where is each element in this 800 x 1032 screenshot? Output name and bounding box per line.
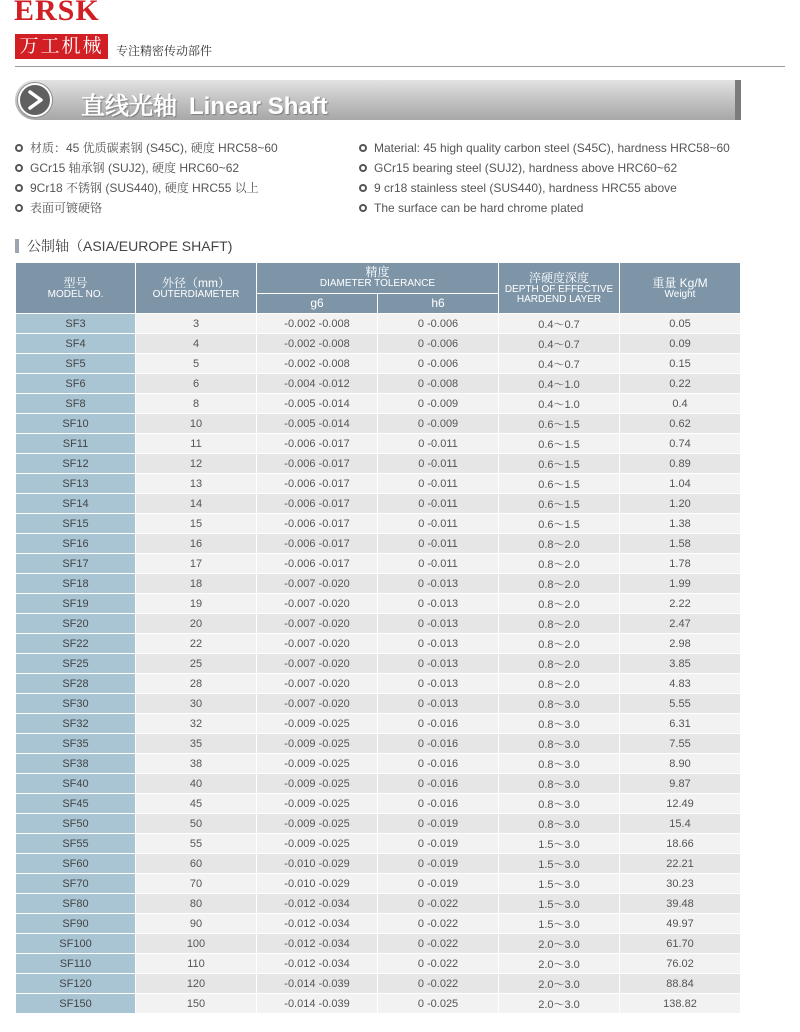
cell-depth: 0.8～3.0 [499, 694, 620, 714]
page-title-cn: 直线光轴 [81, 93, 177, 120]
cell-h6: 0 -0.006 [378, 314, 499, 334]
cell-model: SF25 [16, 654, 136, 674]
cell-h6: 0 -0.011 [378, 434, 499, 454]
cell-weight: 1.38 [620, 514, 741, 534]
table-row [16, 814, 741, 834]
header-weight: 重量 Kg/M Weight [620, 263, 741, 314]
cell-depth: 0.4～0.7 [499, 314, 620, 334]
cell-outer-diameter: 28 [136, 674, 257, 694]
cell-outer-diameter: 55 [136, 834, 257, 854]
cell-h6: 0 -0.022 [378, 894, 499, 914]
cell-g6: -0.004 -0.012 [257, 374, 378, 394]
feature-item: 表面可镀硬铬 [15, 198, 278, 218]
cell-h6: 0 -0.019 [378, 834, 499, 854]
cell-h6: 0 -0.013 [378, 654, 499, 674]
table-row [16, 934, 741, 954]
cell-model: SF38 [16, 754, 136, 774]
feature-item: 9 cr18 stainless steel (SUS440), hardness HRC55 above [359, 178, 730, 198]
cell-depth: 0.6～1.5 [499, 494, 620, 514]
cell-h6: 0 -0.016 [378, 734, 499, 754]
cell-model: SF15 [16, 514, 136, 534]
cell-weight: 2.98 [620, 634, 741, 654]
feature-item: 材质：45 优质碳素钢 (S45C), 硬度 HRC58~60 [15, 138, 278, 158]
cell-outer-diameter: 100 [136, 934, 257, 954]
cell-weight: 0.62 [620, 414, 741, 434]
header-outer-diameter: 外径（mm） OUTERDIAMETER [136, 263, 257, 314]
cell-weight: 1.78 [620, 554, 741, 574]
table-row [16, 434, 741, 454]
cell-g6: -0.009 -0.025 [257, 794, 378, 814]
cell-weight: 138.82 [620, 994, 741, 1014]
table-row [16, 914, 741, 934]
cell-outer-diameter: 11 [136, 434, 257, 454]
cell-model: SF8 [16, 394, 136, 414]
cell-h6: 0 -0.011 [378, 534, 499, 554]
cell-model: SF3 [16, 314, 136, 334]
cell-h6: 0 -0.022 [378, 974, 499, 994]
cell-g6: -0.006 -0.017 [257, 554, 378, 574]
cell-h6: 0 -0.011 [378, 474, 499, 494]
cell-model: SF45 [16, 794, 136, 814]
cell-weight: 49.97 [620, 914, 741, 934]
cell-model: SF11 [16, 434, 136, 454]
cell-depth: 0.8～2.0 [499, 574, 620, 594]
cell-g6: -0.006 -0.017 [257, 454, 378, 474]
cell-h6: 0 -0.022 [378, 934, 499, 954]
table-row [16, 854, 741, 874]
cell-g6: -0.006 -0.017 [257, 434, 378, 454]
cell-g6: -0.009 -0.025 [257, 774, 378, 794]
cell-weight: 0.15 [620, 354, 741, 374]
page-title-en: Linear Shaft [189, 93, 328, 120]
table-row [16, 374, 741, 394]
cell-outer-diameter: 18 [136, 574, 257, 594]
table-row [16, 314, 741, 334]
table-row [16, 834, 741, 854]
table-row [16, 494, 741, 514]
cell-weight: 0.4 [620, 394, 741, 414]
cell-h6: 0 -0.013 [378, 594, 499, 614]
table-row [16, 614, 741, 634]
cell-g6: -0.007 -0.020 [257, 634, 378, 654]
cell-h6: 0 -0.019 [378, 814, 499, 834]
cell-h6: 0 -0.013 [378, 614, 499, 634]
cell-depth: 0.8～3.0 [499, 734, 620, 754]
cell-model: SF150 [16, 994, 136, 1014]
cell-h6: 0 -0.011 [378, 494, 499, 514]
cell-model: SF80 [16, 894, 136, 914]
table-row [16, 754, 741, 774]
cell-outer-diameter: 80 [136, 894, 257, 914]
cell-h6: 0 -0.013 [378, 574, 499, 594]
cell-h6: 0 -0.009 [378, 394, 499, 414]
cell-g6: -0.007 -0.020 [257, 594, 378, 614]
cell-g6: -0.006 -0.017 [257, 474, 378, 494]
table-row [16, 974, 741, 994]
table-row [16, 394, 741, 414]
cell-weight: 6.31 [620, 714, 741, 734]
section-title-text: 公制轴（ASIA/EUROPE SHAFT) [27, 238, 233, 254]
cell-outer-diameter: 6 [136, 374, 257, 394]
cell-outer-diameter: 17 [136, 554, 257, 574]
cell-depth: 0.8～3.0 [499, 754, 620, 774]
cell-weight: 39.48 [620, 894, 741, 914]
header-tolerance: 精度 DIAMETER TOLERANCE [257, 263, 499, 294]
cell-model: SF14 [16, 494, 136, 514]
cell-outer-diameter: 19 [136, 594, 257, 614]
cell-model: SF12 [16, 454, 136, 474]
cell-g6: -0.010 -0.029 [257, 854, 378, 874]
features-list-en [359, 138, 730, 218]
cell-depth: 0.6～1.5 [499, 434, 620, 454]
cell-outer-diameter: 150 [136, 994, 257, 1014]
cell-outer-diameter: 5 [136, 354, 257, 374]
cell-g6: -0.006 -0.017 [257, 494, 378, 514]
cell-weight: 2.47 [620, 614, 741, 634]
brand-tagline: 专注精密传动部件 [116, 44, 213, 58]
cell-outer-diameter: 14 [136, 494, 257, 514]
cell-g6: -0.007 -0.020 [257, 614, 378, 634]
cell-weight: 0.09 [620, 334, 741, 354]
brand-logo-cn: 万工机械 [15, 34, 108, 59]
cell-weight: 4.83 [620, 674, 741, 694]
cell-model: SF4 [16, 334, 136, 354]
cell-depth: 0.8～3.0 [499, 794, 620, 814]
cell-h6: 0 -0.011 [378, 454, 499, 474]
table-row [16, 774, 741, 794]
cell-weight: 0.74 [620, 434, 741, 454]
cell-outer-diameter: 45 [136, 794, 257, 814]
cell-weight: 61.70 [620, 934, 741, 954]
table-row [16, 694, 741, 714]
section-marker [15, 239, 19, 253]
cell-outer-diameter: 10 [136, 414, 257, 434]
table-row [16, 634, 741, 654]
header-divider [15, 66, 785, 67]
cell-depth: 1.5～3.0 [499, 854, 620, 874]
cell-g6: -0.012 -0.034 [257, 954, 378, 974]
cell-depth: 2.0～3.0 [499, 934, 620, 954]
table-row [16, 454, 741, 474]
cell-model: SF90 [16, 914, 136, 934]
cell-g6: -0.009 -0.025 [257, 834, 378, 854]
cell-outer-diameter: 50 [136, 814, 257, 834]
cell-h6: 0 -0.016 [378, 794, 499, 814]
cell-depth: 0.6～1.5 [499, 514, 620, 534]
cell-h6: 0 -0.011 [378, 514, 499, 534]
cell-outer-diameter: 120 [136, 974, 257, 994]
cell-outer-diameter: 60 [136, 854, 257, 874]
cell-outer-diameter: 40 [136, 774, 257, 794]
cell-g6: -0.007 -0.020 [257, 654, 378, 674]
cell-outer-diameter: 12 [136, 454, 257, 474]
cell-depth: 0.4～1.0 [499, 374, 620, 394]
cell-g6: -0.014 -0.039 [257, 974, 378, 994]
header-depth: 淬硬度深度 DEPTH OF EFFECTIVE HARDEND LAYER [499, 263, 620, 314]
cell-g6: -0.009 -0.025 [257, 734, 378, 754]
cell-weight: 30.23 [620, 874, 741, 894]
cell-depth: 0.6～1.5 [499, 414, 620, 434]
cell-outer-diameter: 4 [136, 334, 257, 354]
cell-g6: -0.009 -0.025 [257, 714, 378, 734]
table-row [16, 654, 741, 674]
cell-g6: -0.010 -0.029 [257, 874, 378, 894]
table-row [16, 334, 741, 354]
cell-weight: 5.55 [620, 694, 741, 714]
feature-item: Material: 45 high quality carbon steel (S45C), hardness HRC58~60 [359, 138, 730, 158]
feature-item: The surface can be hard chrome plated [359, 198, 730, 218]
feature-item: GCr15 bearing steel (SUJ2), hardness above HRC60~62 [359, 158, 730, 178]
cell-model: SF28 [16, 674, 136, 694]
cell-model: SF40 [16, 774, 136, 794]
cell-g6: -0.006 -0.017 [257, 514, 378, 534]
cell-depth: 2.0～3.0 [499, 974, 620, 994]
cell-outer-diameter: 22 [136, 634, 257, 654]
cell-g6: -0.009 -0.025 [257, 754, 378, 774]
section-title [15, 236, 232, 256]
cell-outer-diameter: 38 [136, 754, 257, 774]
cell-model: SF10 [16, 414, 136, 434]
table-row [16, 994, 741, 1014]
cell-h6: 0 -0.008 [378, 374, 499, 394]
cell-h6: 0 -0.016 [378, 754, 499, 774]
cell-depth: 1.5～3.0 [499, 874, 620, 894]
cell-depth: 0.4～1.0 [499, 394, 620, 414]
table-row [16, 514, 741, 534]
cell-weight: 15.4 [620, 814, 741, 834]
cell-weight: 0.89 [620, 454, 741, 474]
table-row [16, 874, 741, 894]
table-row [16, 794, 741, 814]
cell-depth: 0.8～2.0 [499, 534, 620, 554]
cell-outer-diameter: 30 [136, 694, 257, 714]
cell-weight: 18.66 [620, 834, 741, 854]
cell-model: SF60 [16, 854, 136, 874]
cell-outer-diameter: 32 [136, 714, 257, 734]
cell-h6: 0 -0.016 [378, 714, 499, 734]
cell-depth: 0.8～2.0 [499, 634, 620, 654]
table-row [16, 894, 741, 914]
cell-h6: 0 -0.022 [378, 954, 499, 974]
cell-h6: 0 -0.006 [378, 354, 499, 374]
cell-weight: 1.58 [620, 534, 741, 554]
cell-depth: 0.8～2.0 [499, 554, 620, 574]
cell-g6: -0.012 -0.034 [257, 914, 378, 934]
cell-outer-diameter: 20 [136, 614, 257, 634]
feature-item: GCr15 轴承钢 (SUJ2), 硬度 HRC60~62 [15, 158, 278, 178]
cell-h6: 0 -0.013 [378, 694, 499, 714]
cell-outer-diameter: 16 [136, 534, 257, 554]
cell-outer-diameter: 35 [136, 734, 257, 754]
cell-model: SF30 [16, 694, 136, 714]
cell-model: SF35 [16, 734, 136, 754]
cell-weight: 88.84 [620, 974, 741, 994]
cell-depth: 0.8～2.0 [499, 674, 620, 694]
cell-model: SF13 [16, 474, 136, 494]
cell-model: SF20 [16, 614, 136, 634]
cell-g6: -0.007 -0.020 [257, 574, 378, 594]
cell-outer-diameter: 70 [136, 874, 257, 894]
cell-weight: 1.20 [620, 494, 741, 514]
header-h6: h6 [378, 293, 499, 313]
cell-model: SF22 [16, 634, 136, 654]
cell-depth: 0.8～3.0 [499, 814, 620, 834]
table-row [16, 954, 741, 974]
cell-outer-diameter: 8 [136, 394, 257, 414]
cell-depth: 0.8～2.0 [499, 654, 620, 674]
cell-g6: -0.007 -0.020 [257, 694, 378, 714]
cell-depth: 2.0～3.0 [499, 994, 620, 1014]
table-row [16, 354, 741, 374]
cell-outer-diameter: 25 [136, 654, 257, 674]
cell-depth: 1.5～3.0 [499, 914, 620, 934]
cell-g6: -0.012 -0.034 [257, 894, 378, 914]
cell-model: SF6 [16, 374, 136, 394]
cell-model: SF16 [16, 534, 136, 554]
title-bar [15, 80, 741, 120]
cell-weight: 3.85 [620, 654, 741, 674]
cell-depth: 0.8～3.0 [499, 774, 620, 794]
cell-outer-diameter: 13 [136, 474, 257, 494]
cell-g6: -0.002 -0.008 [257, 354, 378, 374]
cell-h6: 0 -0.016 [378, 774, 499, 794]
cell-h6: 0 -0.009 [378, 414, 499, 434]
cell-weight: 7.55 [620, 734, 741, 754]
cell-weight: 1.99 [620, 574, 741, 594]
cell-h6: 0 -0.013 [378, 634, 499, 654]
cell-g6: -0.002 -0.008 [257, 334, 378, 354]
cell-depth: 0.8～2.0 [499, 594, 620, 614]
cell-weight: 0.05 [620, 314, 741, 334]
cell-g6: -0.006 -0.017 [257, 534, 378, 554]
cell-h6: 0 -0.022 [378, 914, 499, 934]
cell-depth: 0.6～1.5 [499, 474, 620, 494]
cell-g6: -0.014 -0.039 [257, 994, 378, 1014]
page-title [81, 86, 328, 121]
table-row [16, 594, 741, 614]
table-row [16, 414, 741, 434]
cell-depth: 0.8～2.0 [499, 614, 620, 634]
cell-h6: 0 -0.013 [378, 674, 499, 694]
cell-h6: 0 -0.019 [378, 874, 499, 894]
cell-outer-diameter: 110 [136, 954, 257, 974]
cell-depth: 2.0～3.0 [499, 954, 620, 974]
cell-weight: 0.22 [620, 374, 741, 394]
cell-model: SF19 [16, 594, 136, 614]
cell-model: SF5 [16, 354, 136, 374]
table-row [16, 674, 741, 694]
shaft-spec-table [15, 262, 741, 1014]
table-row [16, 734, 741, 754]
table-row [16, 714, 741, 734]
cell-depth: 0.4～0.7 [499, 354, 620, 374]
feature-item: 9Cr18 不锈钢 (SUS440), 硬度 HRC55 以上 [15, 178, 278, 198]
header-model: 型号 MODEL NO. [16, 263, 136, 314]
cell-model: SF70 [16, 874, 136, 894]
header-g6: g6 [257, 293, 378, 313]
cell-model: SF110 [16, 954, 136, 974]
cell-model: SF17 [16, 554, 136, 574]
cell-depth: 0.6～1.5 [499, 454, 620, 474]
cell-depth: 0.8～3.0 [499, 714, 620, 734]
cell-weight: 9.87 [620, 774, 741, 794]
cell-h6: 0 -0.019 [378, 854, 499, 874]
cell-g6: -0.009 -0.025 [257, 814, 378, 834]
cell-outer-diameter: 3 [136, 314, 257, 334]
cell-weight: 2.22 [620, 594, 741, 614]
table-row [16, 574, 741, 594]
cell-weight: 1.04 [620, 474, 741, 494]
cell-weight: 12.49 [620, 794, 741, 814]
cell-outer-diameter: 15 [136, 514, 257, 534]
table-row [16, 474, 741, 494]
cell-depth: 1.5～3.0 [499, 834, 620, 854]
cell-model: SF50 [16, 814, 136, 834]
features-list-cn [15, 138, 278, 218]
cell-model: SF18 [16, 574, 136, 594]
brand-logo-en: ERSK [14, 0, 100, 27]
cell-g6: -0.005 -0.014 [257, 414, 378, 434]
cell-g6: -0.007 -0.020 [257, 674, 378, 694]
arrow-right-icon [18, 83, 52, 117]
cell-depth: 1.5～3.0 [499, 894, 620, 914]
cell-model: SF32 [16, 714, 136, 734]
cell-g6: -0.012 -0.034 [257, 934, 378, 954]
cell-depth: 0.4～0.7 [499, 334, 620, 354]
cell-model: SF55 [16, 834, 136, 854]
cell-g6: -0.005 -0.014 [257, 394, 378, 414]
cell-weight: 8.90 [620, 754, 741, 774]
table-row [16, 554, 741, 574]
table-row [16, 534, 741, 554]
cell-weight: 22.21 [620, 854, 741, 874]
cell-h6: 0 -0.025 [378, 994, 499, 1014]
cell-outer-diameter: 90 [136, 914, 257, 934]
cell-g6: -0.002 -0.008 [257, 314, 378, 334]
cell-h6: 0 -0.011 [378, 554, 499, 574]
cell-model: SF100 [16, 934, 136, 954]
cell-weight: 76.02 [620, 954, 741, 974]
cell-h6: 0 -0.006 [378, 334, 499, 354]
cell-model: SF120 [16, 974, 136, 994]
